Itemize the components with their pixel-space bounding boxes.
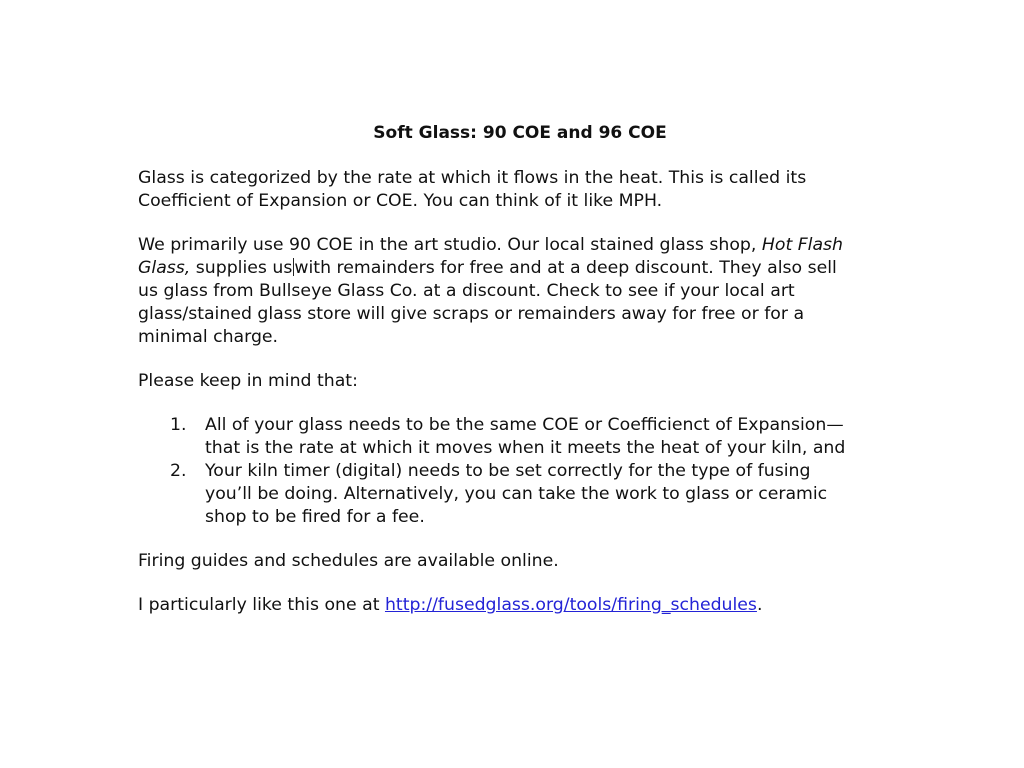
- text-line: you’ll be doing. Alternatively, you can take the work to glass or ceramic: [205, 484, 828, 504]
- document-title: Soft Glass: 90 COE and 96 COE: [373, 123, 667, 143]
- text-segment: I particularly like this one at: [138, 595, 385, 615]
- document-body: [138, 122, 898, 638]
- paragraph-keep-in-mind: Please keep in mind that:: [138, 371, 358, 391]
- text-line: Your kiln timer (digital) needs to be set correctly for the type of fusing: [205, 461, 811, 481]
- text-line: that is the rate at which it moves when it meets the heat of your kiln, and: [205, 438, 846, 458]
- text-line: minimal charge.: [138, 327, 279, 347]
- text-line: [138, 257, 898, 280]
- text-line: glass/stained glass store will give scraps or remainders away for free or for a: [138, 304, 805, 324]
- text-line: us glass from Bullseye Glass Co. at a discount. Check to see if your local art: [138, 281, 795, 301]
- list-item: [138, 460, 898, 529]
- text-line: All of your glass needs to be the same COE or Coefficienct of Expansion—: [205, 415, 844, 435]
- text-line: Glass is categorized by the rate at which it flows in the heat. This is called its: [138, 168, 807, 188]
- paragraph-firing-guides: Firing guides and schedules are available online.: [138, 551, 559, 571]
- text-segment: with remainders for free and at a deep discount. They also sell: [294, 258, 837, 278]
- text-segment: .: [756, 595, 763, 615]
- list-number: 2.: [170, 461, 187, 481]
- paragraph-favorite-link: [138, 594, 898, 617]
- shop-name-italic: Hot Flash: [761, 235, 843, 255]
- text-segment: We primarily use 90 COE in the art studio. Our local stained glass shop,: [138, 235, 762, 255]
- text-line: [138, 234, 898, 257]
- text-segment: supplies us: [190, 258, 293, 278]
- paragraph-coe-intro: [138, 167, 898, 213]
- list-number: 1.: [170, 415, 187, 435]
- list-item: [138, 414, 898, 460]
- text-line: Coefficient of Expansion or COE. You can think of it like MPH.: [138, 191, 663, 211]
- paragraph-studio-glass: [138, 234, 898, 349]
- firing-schedules-link[interactable]: http://fusedglass.org/tools/firing_schedules: [384, 595, 757, 615]
- shop-name-italic: Glass,: [138, 258, 191, 278]
- text-line: shop to be fired for a fee.: [205, 507, 425, 527]
- numbered-list: [138, 414, 898, 529]
